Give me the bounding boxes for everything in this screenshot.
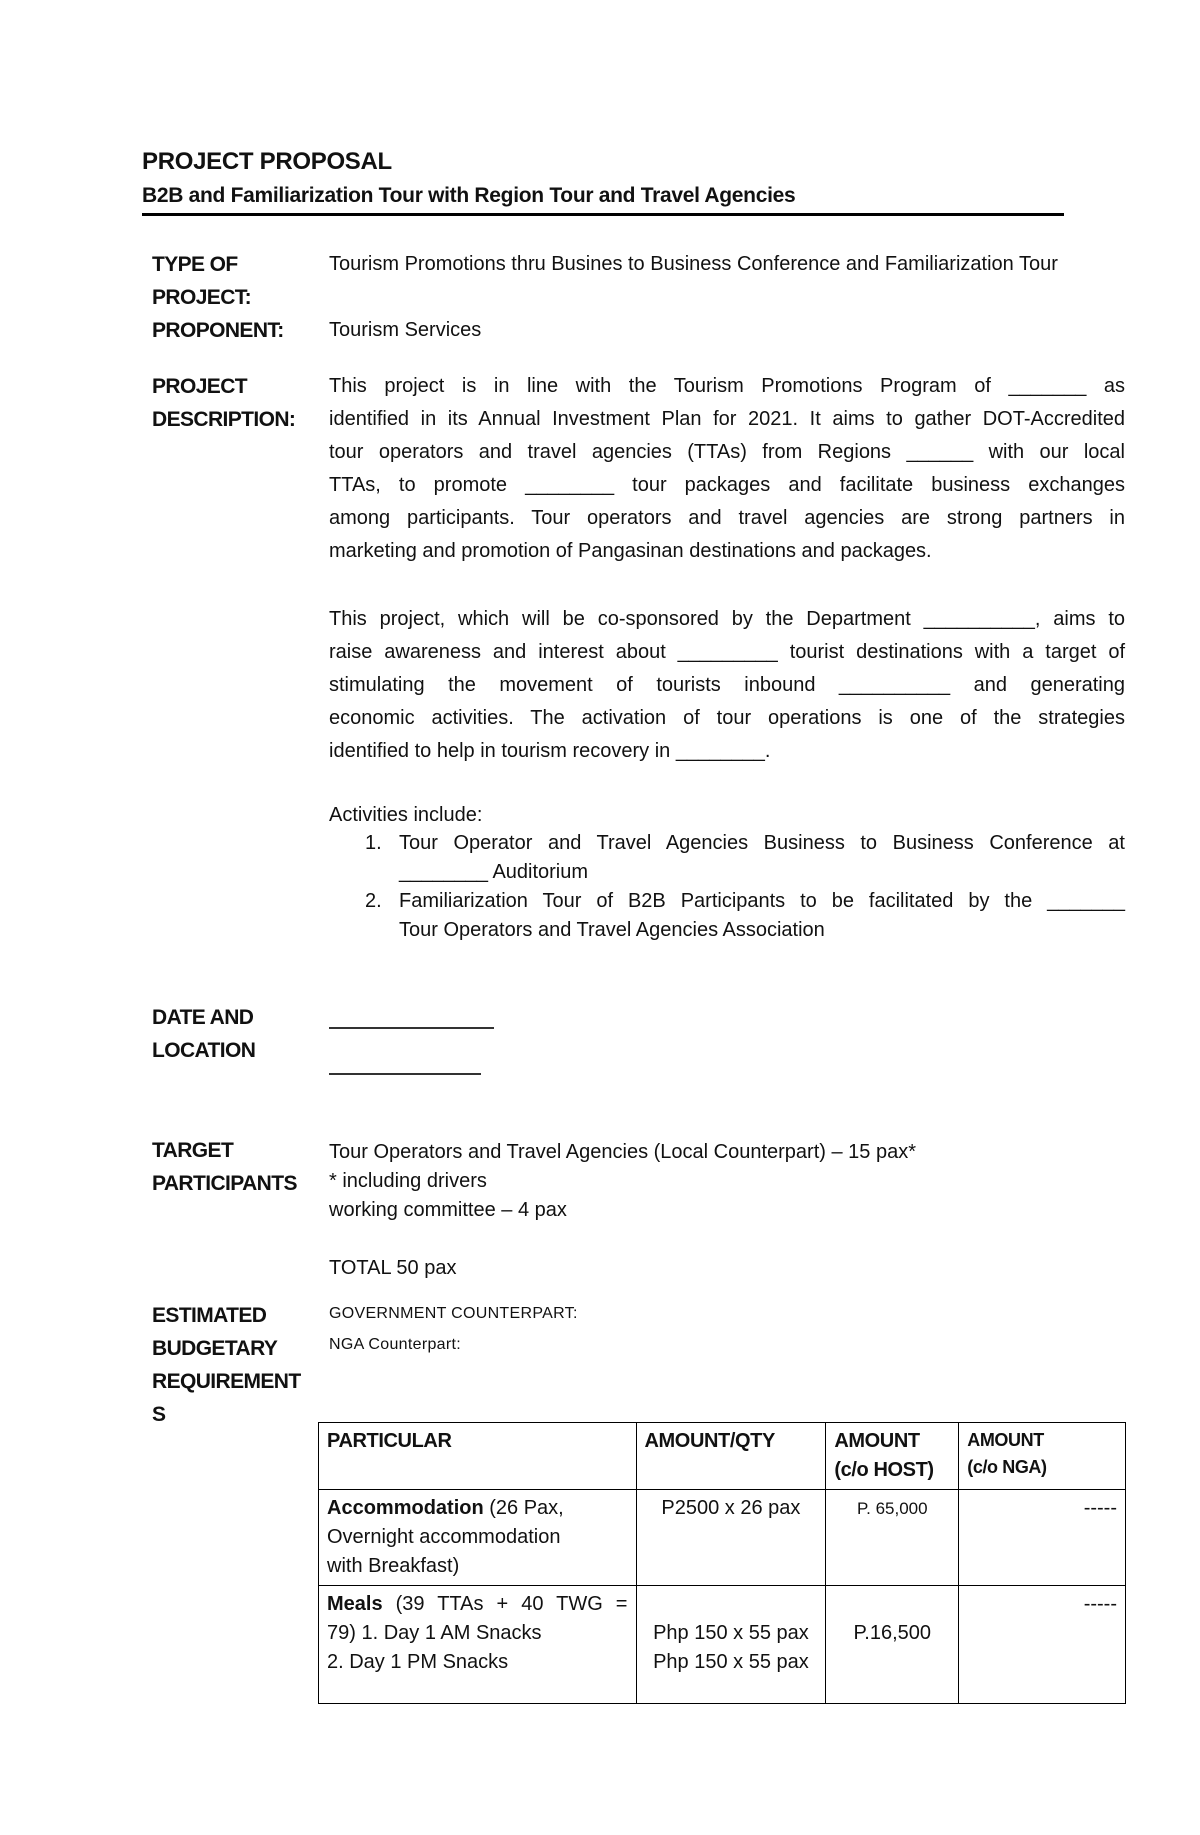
government-counterpart: GOVERNMENT COUNTERPART: [329, 1305, 578, 1322]
page-title: PROJECT PROPOSAL [142, 148, 392, 175]
header-host-line-2: (c/o HOST) [834, 1459, 934, 1481]
description-paragraph-2 [329, 603, 1125, 768]
title-underline [142, 213, 1064, 216]
type-label-line-1: TYPE OF [152, 253, 238, 276]
description-label-line-1: PROJECT [152, 375, 247, 398]
date-location-label [152, 1001, 255, 1067]
paragraph-line: marketing and promotion of Pangasinan destinations and packages. [329, 540, 932, 562]
meals-title: Meals [327, 1593, 383, 1615]
accommodation-desc-1: (26 Pax, [483, 1497, 564, 1519]
accommodation-desc-3: with Breakfast) [327, 1555, 460, 1577]
header-amount-host [826, 1423, 959, 1490]
paragraph-line: tour operators and travel agencies (TTAs) from Regions ______ with our local [329, 441, 1125, 463]
proponent-label: PROPONENT: [152, 319, 284, 342]
table-row [319, 1490, 1126, 1586]
target-label-line-1: TARGET [152, 1139, 234, 1162]
meals-host-value: P.16,500 [853, 1622, 932, 1644]
description-label-line-2: DESCRIPTION: [152, 408, 296, 431]
meals-desc-1: (39 TTAs + 40 TWG = [382, 1593, 628, 1615]
header-nga-line-1: AMOUNT [967, 1430, 1044, 1450]
activity-1-line-1: Tour Operator and Travel Agencies Business to Business Conference at [399, 832, 1125, 854]
type-label-line-2: PROJECT: [152, 286, 252, 309]
accommodation-nga: ----- [959, 1490, 1126, 1586]
target-participants-value [329, 1138, 916, 1225]
meals-nga: ----- [959, 1586, 1126, 1704]
header-amount-qty: AMOUNT/QTY [636, 1423, 826, 1490]
page-subtitle: B2B and Familiarization Tour with Region Tour and Travel Agencies [142, 184, 796, 207]
paragraph-line: economic activities. The activation of tour operations is one of the strategies [329, 707, 1125, 729]
budget-label [152, 1299, 301, 1431]
meals-desc-2: 79) 1. Day 1 AM Snacks [327, 1622, 542, 1644]
date-label-line-2: LOCATION [152, 1039, 256, 1062]
nga-counterpart: NGA Counterpart: [329, 1336, 461, 1353]
list-number: 1. [365, 832, 382, 854]
header-particular: PARTICULAR [319, 1423, 637, 1490]
paragraph-line: among participants. Tour operators and travel agencies are strong partners in [329, 507, 1125, 529]
list-item [329, 887, 1125, 945]
paragraph-line: TTAs, to promote ________ tour packages and facilitate business exchanges [329, 474, 1125, 496]
participants-total: TOTAL 50 pax [329, 1257, 457, 1279]
type-of-project-label [152, 248, 251, 314]
paragraph-line: raise awareness and interest about _________ tourist destinations with a target of [329, 641, 1125, 663]
accommodation-host: P. 65,000 [826, 1490, 959, 1586]
location-blank-line [329, 1073, 481, 1075]
row-meals-particular [319, 1586, 637, 1704]
paragraph-line: This project, which will be co-sponsored by the Department __________, aims to [329, 608, 1125, 630]
paragraph-line: This project is in line with the Tourism Promotions Program of _______ as [329, 375, 1125, 397]
activity-1-line-2: ________ Auditorium [399, 861, 589, 883]
list-number: 2. [365, 890, 382, 912]
meals-desc-3: 2. Day 1 PM Snacks [327, 1651, 509, 1673]
activities-list [329, 829, 1125, 945]
header-nga-line-2: (c/o NGA) [967, 1457, 1047, 1477]
table-header-row [319, 1423, 1126, 1490]
description-paragraph-1 [329, 370, 1125, 568]
activities-intro: Activities include: [329, 804, 483, 826]
accommodation-qty: P2500 x 26 pax [636, 1490, 826, 1586]
meals-qty [636, 1586, 826, 1704]
header-host-line-1: AMOUNT [834, 1430, 920, 1452]
accommodation-title: Accommodation [327, 1497, 484, 1519]
header-amount-nga [959, 1423, 1126, 1490]
proponent-value: Tourism Services [329, 319, 482, 341]
table-row [319, 1586, 1126, 1704]
target-participants-label [152, 1134, 297, 1200]
accommodation-desc-2: Overnight accommodation [327, 1526, 561, 1548]
activity-2-line-2: Tour Operators and Travel Agencies Association [399, 919, 825, 941]
list-item [329, 829, 1125, 887]
project-description-label [152, 370, 295, 436]
meals-qty-2: Php 150 x 55 pax [653, 1651, 809, 1673]
activity-2-line-1: Familiarization Tour of B2B Participants to be facilitated by the _______ [399, 890, 1125, 912]
participants-line-1: Tour Operators and Travel Agencies (Local Counterpart) – 15 pax* [329, 1141, 916, 1163]
paragraph-line: identified to help in tourism recovery in ________. [329, 740, 771, 762]
budget-table [318, 1422, 1126, 1704]
type-of-project-value: Tourism Promotions thru Busines to Business Conference and Familiarization Tour [329, 253, 1058, 275]
budget-label-line-2: BUDGETARY [152, 1337, 278, 1360]
budget-label-line-4: S [152, 1403, 166, 1426]
budget-label-line-3: REQUIREMENT [152, 1370, 301, 1393]
meals-qty-1: Php 150 x 55 pax [653, 1622, 809, 1644]
budget-label-line-1: ESTIMATED [152, 1304, 267, 1327]
date-label-line-1: DATE AND [152, 1006, 254, 1029]
target-label-line-2: PARTICIPANTS [152, 1172, 297, 1195]
date-blank-line [329, 1027, 494, 1029]
participants-line-2: * including drivers [329, 1170, 487, 1192]
row-accommodation-particular [319, 1490, 637, 1586]
participants-line-3: working committee – 4 pax [329, 1199, 567, 1221]
paragraph-line: stimulating the movement of tourists inbound __________ and generating [329, 674, 1125, 696]
meals-host [826, 1586, 959, 1704]
paragraph-line: identified in its Annual Investment Plan for 2021. It aims to gather DOT-Accredited [329, 408, 1125, 430]
